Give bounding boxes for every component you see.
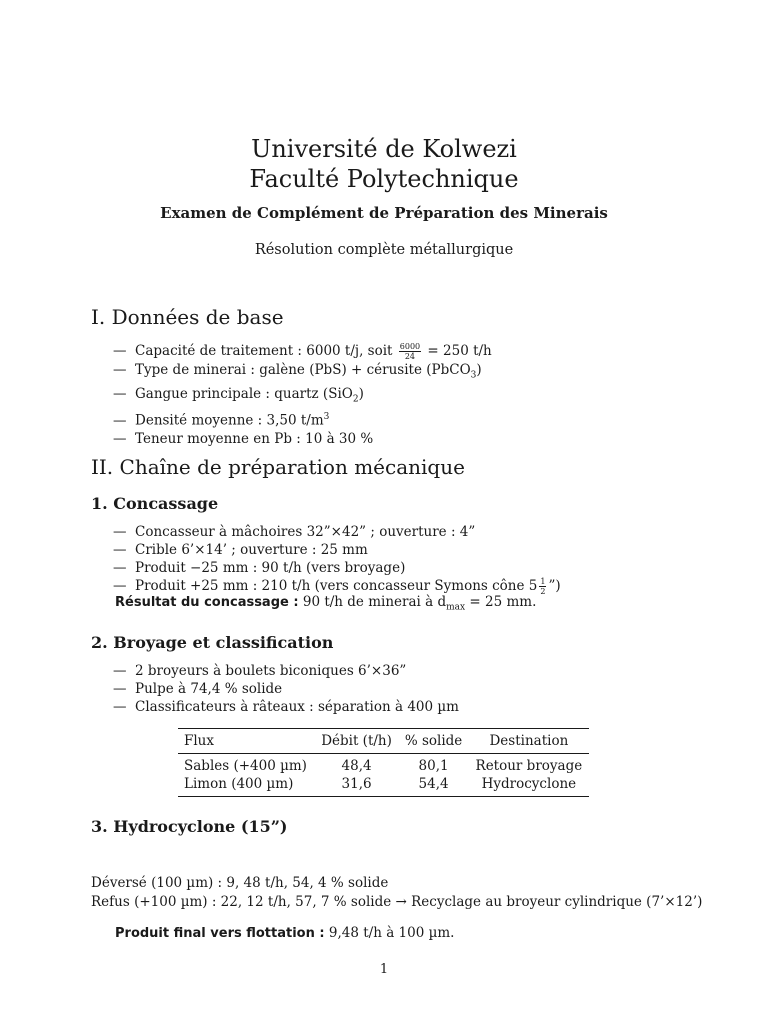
table-cell: 54,4 [418,776,449,792]
list-item: — Teneur moyenne en Pb : 10 à 30 % [113,430,374,447]
list-item: — Densité moyenne : 3,50 $t/m^3$ [113,412,330,429]
deverse-line: Déversé (100 µm) : 9, 48 t/h, 54, 4 % solide [91,875,389,891]
final-product-line: Produit final vers flottation : 9,48 t/h à 100 µm. [115,925,455,941]
table-row [178,754,589,776]
subsection-heading-concassage: 1. Concassage [91,494,219,513]
flux-table [178,728,589,797]
list-item: — Classificateurs à râteaux : séparation à 400 µm [113,699,459,715]
fraction: $\frac{6000}{24}$ [399,342,421,361]
column-header: Destination [469,729,589,754]
column-header: Flux [178,729,315,754]
broyage-list [113,662,459,716]
subsection-heading-broyage: 2. Broyage et classification [91,633,334,652]
table-cell: 48,4 [341,758,372,774]
table-cell: Retour broyage [475,758,583,774]
list-item: — Concasseur à mâchoires 32”×42” ; ouverture : 4” [113,524,476,540]
list-item: — Pulpe à 74,4 % solide [113,681,283,697]
table-cell: Sables (+400 µm) [184,758,307,774]
section-heading-chaine: II. Chaîne de préparation mécanique [91,455,465,479]
refus-line: Refus (+100 µm) : 22, 12 t/h, 57, 7 % solide → Recyclage au broyeur cylindrique (7’×12’) [91,894,703,910]
table-cell: 31,6 [341,776,372,792]
list-item: — Type de minerai : galène (PbS) + cérusite (PbCO$_3$) [113,362,482,381]
concassage-result: Résultat du concassage : 90 t/h de minerai à $d_{max} = 25$ mm. [115,594,537,613]
table-cell: 80,1 [418,758,449,774]
column-header: Débit (t/h) [315,729,399,754]
subsection-heading-hydrocyclone: 3. Hydrocyclone (15”) [91,817,288,836]
column-header: % solide [398,729,468,754]
table-row [178,775,589,797]
exam-subtitle: Examen de Complément de Préparation des Minerais [160,204,608,222]
fraction: $\frac{1}{2}$ [540,577,546,596]
table-cell: Limon (400 µm) [184,776,294,792]
resolution-subtitle: Résolution complète métallurgique [254,242,514,258]
list-item: — Produit −25 mm : 90 t/h (vers broyage) [113,560,406,576]
page-number: 1 [379,962,389,977]
list-item: — Produit +25 mm : 210 t/h (vers concasseur Symons cône 5 $\frac{1}{2}$ ”) [113,577,561,596]
university-title: Université de Kolwezi [251,135,517,163]
list-item: — Capacité de traitement : 6000 t/j, soit $\frac{6000}{24}$ = 250 t/h [113,342,492,361]
base-data-list [113,342,492,448]
concassage-list [113,523,561,596]
faculty-title: Faculté Polytechnique [249,165,519,193]
list-item: — Gangue principale : quartz (SiO$_2$) [113,385,364,405]
table-header-row [178,729,589,754]
table-cell: Hydrocyclone [481,776,577,792]
list-item: — 2 broyeurs à boulets biconiques 6’×36” [113,663,407,679]
title-block [0,134,768,258]
section-heading-donnees: I. Données de base [91,305,284,329]
list-item: — Crible 6’×14’ ; ouverture : 25 mm [113,542,368,558]
